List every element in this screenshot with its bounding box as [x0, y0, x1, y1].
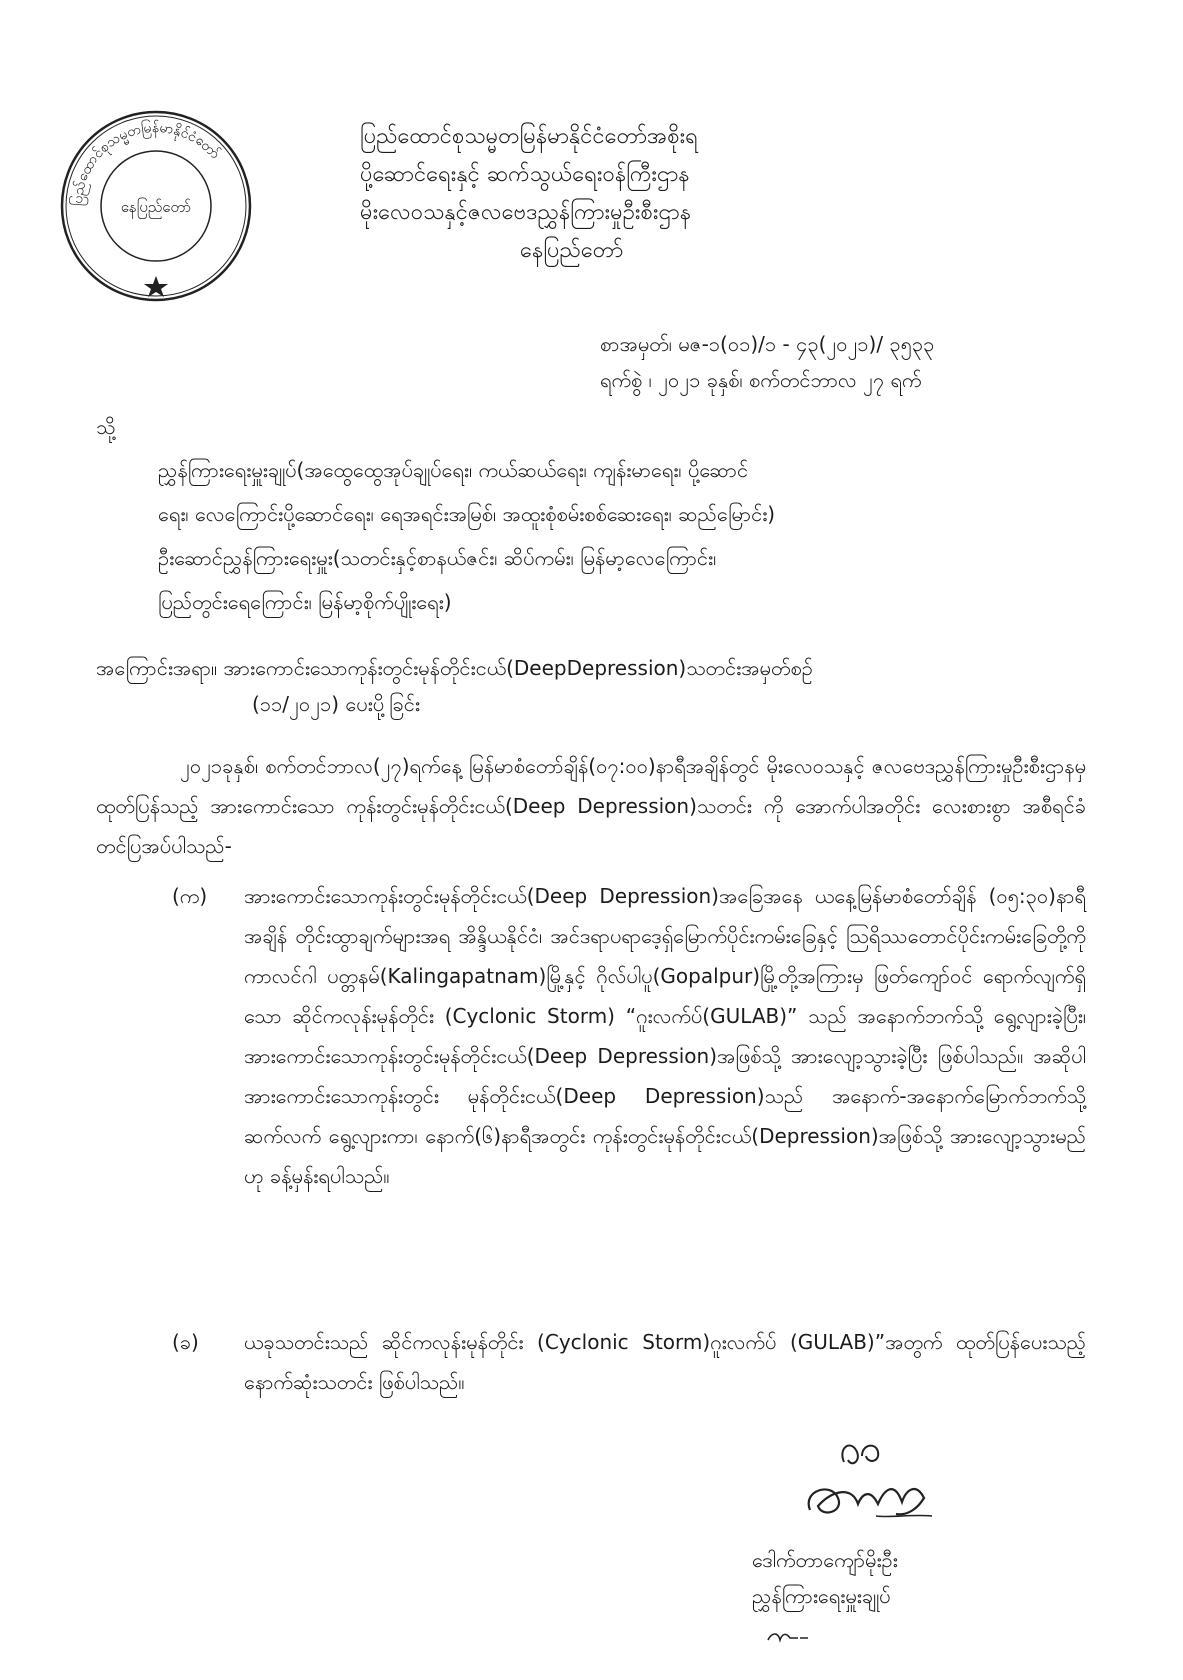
recipient-line: ပြည်တွင်းရေကြောင်း၊ မြန်မာ့စိုက်ပျိုးရေး): [158, 590, 452, 614]
recipients-block: [158, 448, 1078, 624]
seal-center-text: နေပြည်တော်: [120, 198, 192, 216]
list-item: [96, 1322, 1086, 1402]
signer-name: ဒေါက်တာကျော်မိုးဦး: [752, 1548, 898, 1572]
letter-number: စာအမှတ်၊ မဇ-၁(၀၁)/၁ - ၄၃(၂၀၂၁)/ ၃၅၃၃: [600, 332, 935, 356]
subject-block: [96, 650, 1086, 722]
to-label: သို့: [96, 415, 116, 439]
letterhead: [360, 118, 880, 270]
intro-paragraph: ၂၀၂၁ခုနှစ်၊ စက်တင်ဘာလ(၂၇)ရက်နေ့ မြန်မာစံတော်ချိန်(၀၇:၀၀)နာရီအချိန်တွင် မိုးလေဝသနှင့် ဇလဗေဒညွှန်ကြားမှုဦးစီးဌာနမှ ထုတ်ပြန်သည့် အားကောင်းသော ကုန်းတွင်းမုန်တိုင်းငယ်(Deep Depression)သတင်း ကို အောက်ပါအတိုင်း လေးစားစွာ အစီရင်ခံတင်ပြအပ်ပါသည်-: [96, 754, 1086, 858]
list-item-text: အားကောင်းသောကုန်းတွင်းမုန်တိုင်းငယ်(Deep Depression)အခြေအနေ ယနေ့မြန်မာစံတော်ချိန် (၀၅:၃၀)နာရီအချိန် တိုင်းထွာချက်များအရ အိန္ဒိယနိုင်ငံ၊ အင်ဒရာပရာဒေ့ရှ်မြောက်ပိုင်းကမ်းခြေနှင့် ဩရိဿတောင်ပိုင်းကမ်းခြေတို့ကို ကာလင်ဂါ ပတ္တနမ်(Kalingapatnam)မြို့နှင့် ဂိုလ်ပါပူ(Gopalpur)မြို့တို့အကြားမှ ဖြတ်ကျော်ဝင် ရောက်လျက်ရှိသော ဆိုင်ကလုန်းမုန်တိုင်း (Cyclonic Storm) “ဂူးလက်ပ်(GULAB)” သည် အနောက်ဘက်သို့ ရွေ့လျားခဲ့ပြီး၊ အားကောင်းသောကုန်းတွင်းမုန်တိုင်းငယ်(Deep Depression)အဖြစ်သို့ အားလျော့သွားခဲ့ပြီး ဖြစ်ပါသည်။ အဆိုပါ အားကောင်းသောကုန်းတွင်း မုန်တိုင်းငယ်(Deep Depression)သည် အနောက်-အနောက်မြောက်ဘက်သို့ ဆက်လက် ရွေ့လျားကာ၊ နောက်(၆)နာရီအတွင်း ကုန်းတွင်းမုန်တိုင်းငယ်(Depression)အဖြစ်သို့ အားလျော့သွားမည်ဟု ခန့်မှန်းရပါသည်။: [244, 884, 1086, 1188]
seal-ring-text: ပြည်ထောင်စုသမ္မတမြန်မာနိုင်ငံတော်: [69, 119, 223, 207]
list-item-marker: (ခ): [172, 1330, 199, 1354]
letterhead-ministry: ပို့ဆောင်ရေးနှင့် ဆက်သွယ်ရေးဝန်ကြီးဌာန: [360, 162, 690, 187]
official-seal: [58, 108, 254, 304]
letter-date: ရက်စွဲ ၊ ၂၀၂၁ ခုနှစ်၊ စက်တင်ဘာလ ၂၇ ရက်: [600, 368, 922, 392]
letterhead-city: နေပြည်တော်: [520, 238, 624, 263]
signer-block: [752, 1542, 898, 1614]
letterhead-department: မိုးလေဝသနှင့်ဇလဗေဒညွှန်ကြားမှုဦးစီးဌာန: [360, 200, 692, 225]
subject-line: အကြောင်းအရာ။ အားကောင်းသောကုန်းတွင်းမုန်တိုင်းငယ်(DeepDepression)သတင်းအမှတ်စဉ်: [96, 656, 813, 680]
recipient-line: ညွှန်ကြားရေးမှူးချုပ်(အထွေထွေအုပ်ချုပ်ရေး၊ ကယ်ဆယ်ရေး၊ ကျန်းမာရေး၊ ပို့ဆောင်: [158, 458, 749, 482]
letterhead-government: ပြည်ထောင်စုသမ္မတမြန်မာနိုင်ငံတော်အစိုးရ: [360, 124, 698, 149]
signer-title: ညွှန်ကြားရေးမှူးချုပ်: [752, 1584, 891, 1608]
list-item: [96, 876, 1086, 1196]
star-icon: [144, 276, 168, 297]
subject-line-continued: (၁၁/၂၀၂၁) ပေးပို့ခြင်း: [252, 692, 420, 716]
handwritten-signature: [792, 1420, 952, 1550]
list-item-text: ယခုသတင်းသည် ဆိုင်ကလုန်းမုန်တိုင်း (Cyclonic Storm)ဂူးလက်ပ် (GULAB)”အတွက် ထုတ်ပြန်ပေးသည့် နောက်ဆုံးသတင်း ဖြစ်ပါသည်။: [244, 1330, 1086, 1394]
handwritten-initial: [764, 1626, 812, 1650]
list-item-marker: (က): [172, 884, 208, 908]
recipient-line: ရေး၊ လေကြောင်းပို့ဆောင်ရေး၊ ရေအရင်းအမြစ်၊ အထူးစုံစမ်းစစ်ဆေးရေး၊ ဆည်မြောင်း): [158, 502, 776, 526]
recipient-line: ဦးဆောင်ညွှန်ကြားရေးမှူး(သတင်းနှင့်စာနယ်ဇင်း၊ ဆိပ်ကမ်း၊ မြန်မာ့လေကြောင်း၊: [158, 546, 717, 570]
reference-block: [600, 326, 934, 398]
